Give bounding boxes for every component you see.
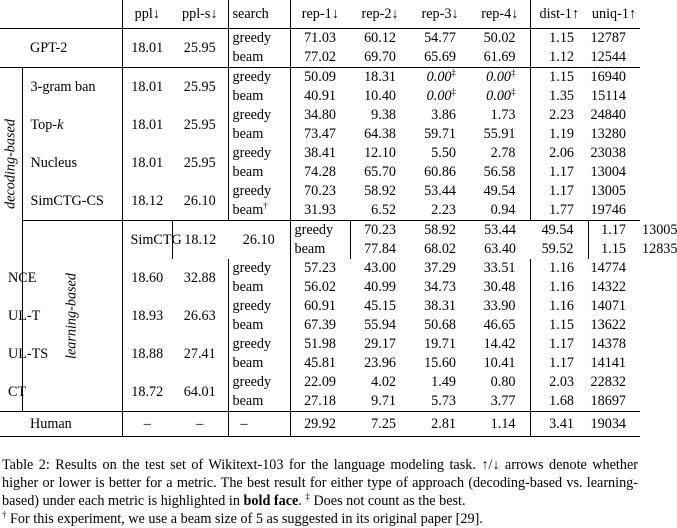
rep2-cell: 58.92 [364, 183, 396, 199]
rep4-cell: 0.00‡ [470, 68, 530, 88]
rep1-cell: 67.39 [304, 317, 336, 333]
rep4-cell: 55.91 [470, 125, 530, 144]
rep3-cell: 53.44 [470, 221, 530, 241]
dist1-cell: 1.17 [588, 221, 640, 241]
rep4-cell: 59.52 [530, 240, 588, 259]
rep2-cell: 60.12 [364, 30, 396, 46]
ppl-cell: 18.72 [131, 383, 164, 400]
rep3-cell: 19.71 [424, 336, 456, 352]
rep1-cell: 77.02 [304, 49, 336, 65]
dist1-cell: 3.41 [530, 412, 588, 437]
rep4-cell: 50.02 [470, 29, 530, 49]
uniq1-cell: 18697 [590, 393, 626, 409]
ppl-s-cell: 25.95 [172, 68, 228, 107]
search-cell: beam [228, 163, 290, 182]
ppl-s-cell: 26.63 [172, 297, 228, 335]
method-name: Human [22, 412, 122, 437]
dist1-cell: 1.16 [549, 298, 574, 314]
search-cell: beam [228, 392, 290, 412]
rep4-cell: 33.51 [470, 259, 530, 278]
rep2-cell: 55.94 [364, 317, 396, 333]
header-ppl: ppl↓ [122, 0, 172, 29]
rep2-cell: 18.31 [350, 68, 410, 88]
rep3-cell: 37.29 [424, 260, 456, 276]
rep2-cell: 12.10 [364, 145, 396, 161]
rep1-cell: 50.09 [290, 68, 350, 88]
rep3-cell: 0.00‡ [410, 68, 470, 88]
rep2-cell: 9.71 [371, 393, 396, 409]
dist1-cell: 1.12 [549, 49, 574, 65]
search-cell: greedy [228, 106, 290, 125]
search-cell: greedy [228, 68, 290, 88]
header-row [0, 0, 640, 29]
dist1-cell: 1.17 [549, 355, 574, 371]
search-cell: beam [228, 278, 290, 297]
uniq1-cell: 12787 [590, 30, 626, 46]
rep1-cell: 74.28 [304, 164, 336, 180]
search-cell: greedy [228, 335, 290, 354]
rep3-cell: 54.77 [424, 30, 456, 46]
method-name: GPT-2 [22, 29, 122, 68]
dist1-cell: 1.35 [549, 88, 574, 104]
rep2-cell: 10.40 [364, 88, 396, 104]
rep2-cell: 29.17 [364, 336, 396, 352]
uniq1-cell: 15114 [591, 88, 626, 104]
dist1-cell: 1.68 [549, 393, 574, 409]
ppl-s-cell: 27.41 [172, 335, 228, 373]
rep1-cell: 38.41 [304, 145, 336, 161]
table-caption: Table 2: Results on the test set of Wikitext-103 for the language modeling task. ↑/↓ arrows denote whether higher or lower is better for a metric. The best result for either type of approach (decoding-based vs. learning-based) under each metric is highlighted in bold face. ‡ Does not count as the best. † For this experiment, we use a beam size of 5 as suggested in its original paper [29]. [2, 457, 638, 527]
ppl-cell: 18.01 [131, 39, 164, 56]
table-row [0, 106, 640, 125]
rep3-cell: 5.73 [431, 393, 456, 409]
rep1-cell: 60.91 [304, 298, 336, 314]
dist1-cell: 1.16 [549, 279, 574, 295]
ppl-s-cell: – [172, 412, 228, 437]
table-row [0, 29, 640, 49]
ppl-cell: 18.01 [131, 116, 164, 133]
uniq1-cell: 22832 [590, 374, 626, 390]
method-name: UL-T [0, 297, 22, 335]
ppl-cell: 18.88 [131, 345, 164, 362]
rep1-cell: 40.91 [304, 88, 336, 104]
table-row [0, 182, 640, 201]
table-row: learning-based SimCTG 18.12 26.10 greedy 70.23 58.92 53.44 49.54 1.17 13005 [0, 221, 640, 241]
rep1-cell: 56.02 [304, 279, 336, 295]
ppl-cell: 18.60 [131, 269, 164, 286]
uniq1-cell: 13280 [590, 126, 626, 142]
rep4-cell: 0.00‡ [470, 87, 530, 106]
uniq1-cell: 16940 [588, 68, 640, 88]
search-cell: beam [290, 240, 350, 259]
header-rep1: rep-1↓ [290, 0, 350, 29]
dist1-cell: 2.23 [549, 107, 574, 123]
uniq1-cell: 13004 [590, 164, 626, 180]
rep1-cell: 71.03 [304, 30, 336, 46]
search-cell: beam† [228, 201, 290, 221]
search-cell: greedy [228, 182, 290, 201]
dist1-cell: 1.17 [549, 164, 574, 180]
search-cell: greedy [228, 373, 290, 392]
ppl-s-cell: 25.95 [172, 29, 228, 68]
rep1-cell: 29.92 [290, 412, 350, 437]
rep4-cell: 1.73 [470, 106, 530, 125]
uniq1-cell: 14322 [590, 279, 626, 295]
rep2-cell: 6.52 [371, 202, 396, 218]
rep3-cell: 59.71 [424, 126, 456, 142]
rep4-cell: 46.65 [470, 316, 530, 335]
header-search: search [228, 0, 290, 29]
rep3-cell: 5.50 [431, 145, 456, 161]
rep1-cell: 22.09 [304, 374, 336, 390]
search-cell: beam [228, 48, 290, 68]
rep3-cell: 3.86 [431, 107, 456, 123]
rep4-cell: 0.94 [470, 201, 530, 221]
rep4-cell: 10.41 [470, 354, 530, 373]
header-dist1: dist-1↑ [530, 0, 588, 29]
rep2-cell: 64.38 [364, 126, 396, 142]
dist1-cell: 1.17 [549, 336, 574, 352]
ppl-s-cell: 25.95 [172, 106, 228, 144]
rep3-cell: 60.86 [424, 164, 456, 180]
method-name: 3-gram ban [22, 68, 122, 107]
uniq1-cell: 12544 [590, 49, 626, 65]
rep3-cell: 15.60 [424, 355, 456, 371]
rep1-cell: 45.81 [304, 355, 336, 371]
ppl-s-cell: 26.10 [172, 182, 228, 221]
rep1-cell: 34.80 [304, 107, 336, 123]
rep2-cell: 45.15 [364, 298, 396, 314]
ppl-s-cell: 26.10 [228, 221, 290, 260]
table-row: beam 77.84 68.02 63.40 59.52 1.15 12835 [0, 240, 640, 259]
dist1-cell: 1.15 [549, 317, 574, 333]
rep2-cell: 58.92 [410, 221, 470, 241]
header-method [22, 0, 122, 29]
rep2-cell: 23.96 [364, 355, 396, 371]
ppl-cell: – [122, 412, 172, 437]
rep1-cell: 70.23 [350, 221, 410, 241]
method-name: NCE [0, 259, 22, 297]
uniq1-cell: 14378 [590, 336, 626, 352]
dist1-cell: 2.03 [549, 374, 574, 390]
rep2-cell: 69.70 [364, 49, 396, 65]
rep4-cell: 33.90 [470, 297, 530, 316]
ppl-cell: 18.01 [131, 154, 164, 171]
ppl-cell: 18.12 [131, 192, 164, 209]
uniq1-cell: 14141 [590, 355, 626, 371]
rep2-cell: 43.00 [364, 260, 396, 276]
rep3-cell: 1.49 [431, 374, 456, 390]
rep3-cell: 65.69 [424, 49, 456, 65]
uniq1-cell: 14071 [590, 298, 626, 314]
uniq1-cell: 19746 [590, 202, 626, 218]
dist1-cell: 1.15 [601, 241, 626, 257]
uniq1-cell: 14774 [590, 260, 626, 276]
method-name: SimCTG-CS [22, 182, 122, 221]
rep2-cell: 40.99 [364, 279, 396, 295]
uniq1-cell: 19034 [588, 412, 640, 437]
group-label-learning: learning-based [22, 221, 122, 412]
search-cell: beam [228, 125, 290, 144]
ppl-cell: 18.93 [131, 307, 164, 324]
rep4-cell: 1.14 [470, 412, 530, 437]
search-cell: greedy [290, 221, 350, 241]
header-rep2: rep-2↓ [350, 0, 410, 29]
header-ppl-s: ppl-s↓ [172, 0, 228, 29]
table-row [0, 68, 640, 88]
rep1-cell: 31.93 [304, 202, 336, 218]
rep4-cell: 14.42 [470, 335, 530, 354]
rep3-cell: 63.40 [484, 241, 516, 257]
rep1-cell: 77.84 [364, 241, 396, 257]
rep4-cell: 49.54 [470, 182, 530, 201]
rep3-cell: 0.00‡ [426, 86, 456, 104]
method-name: UL-TS [0, 335, 22, 373]
rep3-cell: 2.81 [410, 412, 470, 437]
method-name: CT [0, 373, 22, 412]
rep2-cell: 4.02 [371, 374, 396, 390]
search-cell: greedy [228, 297, 290, 316]
search-cell: greedy [228, 259, 290, 278]
rep2-cell: 65.70 [364, 164, 396, 180]
ppl-s-cell: 32.88 [172, 259, 228, 297]
search-cell: beam [228, 354, 290, 373]
rep4-cell: 61.69 [470, 48, 530, 68]
rep2-cell: 9.38 [371, 107, 396, 123]
rep3-cell: 34.73 [424, 279, 456, 295]
ppl-cell: 18.12 [172, 221, 228, 260]
rep3-cell: 2.23 [431, 202, 456, 218]
rep1-cell: 57.23 [304, 260, 336, 276]
method-name: SimCTG [122, 221, 172, 260]
dist1-cell: 1.16 [549, 260, 574, 276]
uniq1-cell: 23038 [590, 145, 626, 161]
rep2-cell: 68.02 [424, 241, 456, 257]
ppl-s-cell: 64.01 [172, 373, 228, 412]
ppl-cell: 18.01 [122, 68, 172, 107]
dist1-cell: 2.06 [549, 145, 574, 161]
table-row [0, 144, 640, 163]
table-row [0, 412, 640, 437]
rep4-cell: 0.80 [470, 373, 530, 392]
rep3-cell: 38.31 [424, 298, 456, 314]
rep4-cell: 49.54 [530, 221, 588, 241]
group-label-decoding: decoding-based [0, 68, 22, 260]
uniq1-cell: 13005 [590, 183, 626, 199]
dist1-cell: 1.17 [549, 183, 574, 199]
search-cell: greedy [228, 144, 290, 163]
method-name: Top-k [22, 106, 122, 144]
uniq1-cell: 13622 [590, 317, 626, 333]
search-cell: greedy [228, 29, 290, 49]
dist1-cell: 1.77 [549, 202, 574, 218]
header-rep4: rep-4↓ [470, 0, 530, 29]
rep1-cell: 51.98 [304, 336, 336, 352]
rep1-cell: 73.47 [304, 126, 336, 142]
table-bottom-rule [0, 437, 640, 438]
rep2-cell: 7.25 [350, 412, 410, 437]
rep4-cell: 3.77 [470, 392, 530, 412]
rep1-cell: 27.18 [304, 393, 336, 409]
rep4-cell: 2.78 [470, 144, 530, 163]
header-rep3: rep-3↓ [410, 0, 470, 29]
rep4-cell: 30.48 [470, 278, 530, 297]
method-name: Nucleus [22, 144, 122, 182]
rep3-cell: 53.44 [424, 183, 456, 199]
dist1-cell: 1.19 [549, 126, 574, 142]
dist1-cell: 1.15 [549, 30, 574, 46]
dist1-cell: 1.15 [530, 68, 588, 88]
ppl-s-cell: 25.95 [172, 144, 228, 182]
search-cell: beam [228, 87, 290, 106]
rep1-cell: 70.23 [304, 183, 336, 199]
search-cell: – [228, 412, 290, 437]
rep4-cell: 56.58 [470, 163, 530, 182]
uniq1-cell: 24840 [590, 107, 626, 123]
search-cell: beam [228, 316, 290, 335]
header-uniq1: uniq-1↑ [588, 0, 640, 29]
rep3-cell: 50.68 [424, 317, 456, 333]
